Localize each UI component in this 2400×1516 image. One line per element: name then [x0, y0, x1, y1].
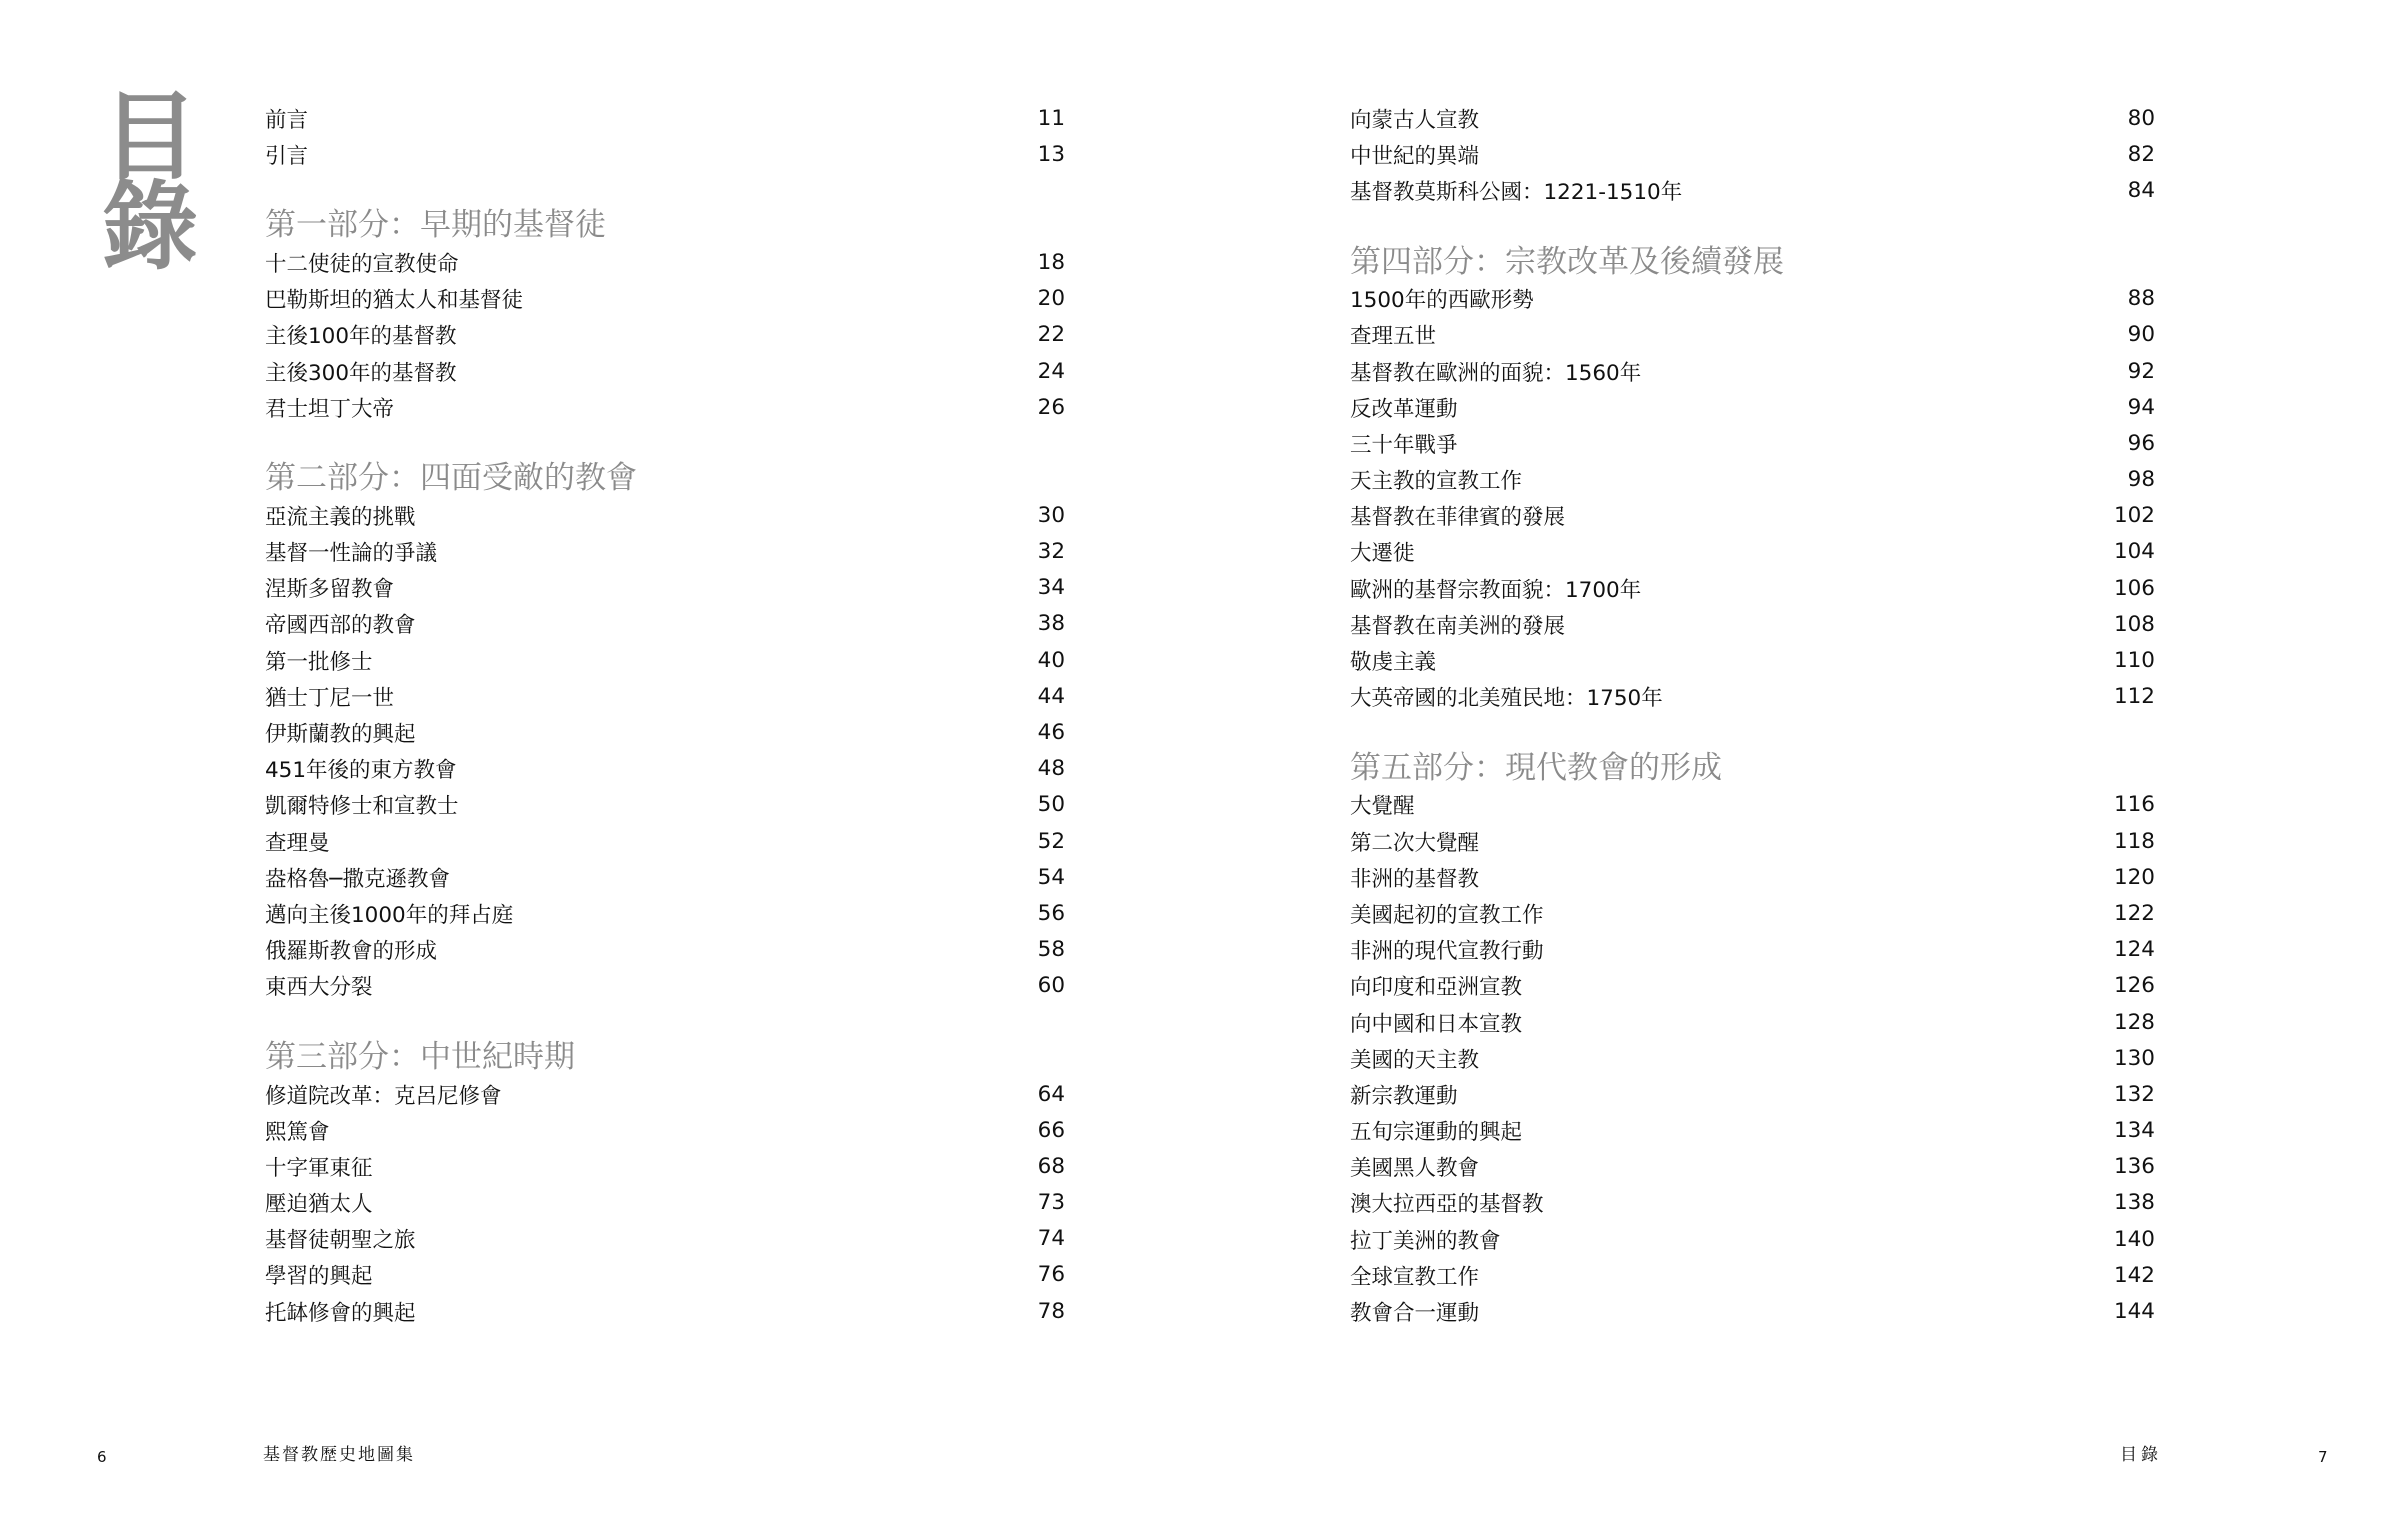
toc-entry-title: 查理曼 — [265, 830, 330, 856]
toc-entry-title: 教會合一運動 — [1350, 1301, 1480, 1327]
toc-entry[interactable] — [265, 317, 1065, 353]
toc-entry[interactable] — [265, 244, 1065, 280]
toc-entry-page: 98 — [2127, 467, 2155, 493]
section-heading: 第四部分：宗教改革及後續發展 — [1350, 243, 1784, 280]
toc-entry[interactable] — [265, 497, 1065, 533]
toc-entry-page: 76 — [1037, 1262, 1065, 1288]
toc-entry[interactable] — [1350, 100, 2155, 136]
toc-entry[interactable] — [265, 751, 1065, 787]
toc-entry[interactable] — [265, 281, 1065, 317]
toc-entry-page: 32 — [1037, 539, 1065, 565]
toc-entry-page: 26 — [1037, 394, 1065, 420]
toc-entry-title: 主後300年的基督教 — [265, 360, 457, 386]
toc-entry-page: 88 — [2127, 286, 2155, 312]
toc-entry-title: 猶士丁尼一世 — [265, 685, 395, 711]
toc-entry[interactable] — [265, 570, 1065, 606]
toc-entry-page: 56 — [1037, 900, 1065, 926]
toc-entry[interactable] — [265, 389, 1065, 425]
toc-entry[interactable] — [1350, 498, 2155, 534]
toc-entry-page: 30 — [1037, 502, 1065, 528]
toc-entry-page: 46 — [1037, 720, 1065, 746]
toc-entry-page: 144 — [2113, 1299, 2155, 1325]
toc-entry[interactable] — [1350, 642, 2155, 678]
toc-entry-title: 東西大分裂 — [265, 975, 373, 1001]
toc-entry-title: 1500年的西歐形勢 — [1350, 288, 1534, 314]
toc-entry[interactable] — [1350, 462, 2155, 498]
toc-entry[interactable] — [1350, 317, 2155, 353]
toc-entry[interactable] — [265, 787, 1065, 823]
toc-entry-page: 122 — [2113, 900, 2155, 926]
right-page-number: 7 — [2318, 1448, 2328, 1466]
toc-entry[interactable] — [1350, 859, 2155, 895]
toc-entry[interactable] — [265, 353, 1065, 389]
toc-entry-title: 君士坦丁大帝 — [265, 396, 395, 422]
toc-entry-page: 68 — [1037, 1153, 1065, 1179]
toc-entry-page: 40 — [1037, 647, 1065, 673]
toc-entry-title: 大英帝國的北美殖民地：1750年 — [1350, 686, 1663, 712]
toc-entry[interactable] — [1350, 570, 2155, 606]
toc-entry-title: 引言 — [265, 143, 309, 169]
toc-entry-page: 120 — [2113, 864, 2155, 890]
toc-entry-title: 歐洲的基督宗教面貌：1700年 — [1350, 577, 1642, 603]
toc-entry-title: 澳大拉西亞的基督教 — [1350, 1192, 1544, 1218]
toc-entry[interactable] — [265, 678, 1065, 714]
toc-entry[interactable] — [265, 100, 1065, 136]
toc-entry-title: 向蒙古人宣教 — [1350, 107, 1480, 133]
toc-entry[interactable] — [1350, 1113, 2155, 1149]
toc-heading-char-1: 目 — [102, 80, 198, 193]
toc-entry-title: 修道院改革：克呂尼修會 — [265, 1083, 502, 1109]
toc-entry-title: 三十年戰爭 — [1350, 432, 1458, 458]
toc-entry-page: 102 — [2113, 503, 2155, 529]
toc-entry[interactable] — [1350, 425, 2155, 461]
toc-entry[interactable] — [265, 823, 1065, 859]
toc-entry[interactable] — [265, 895, 1065, 931]
toc-left-column — [265, 100, 1065, 1329]
toc-entry[interactable] — [1350, 1257, 2155, 1293]
toc-entry-title: 基督教在南美洲的發展 — [1350, 613, 1566, 639]
toc-entry-page: 110 — [2113, 648, 2155, 674]
toc-entry[interactable] — [1350, 1040, 2155, 1076]
toc-entry-title: 基督一性論的爭議 — [265, 541, 438, 567]
toc-entry[interactable] — [265, 859, 1065, 895]
toc-entry-page: 20 — [1037, 286, 1065, 312]
toc-entry-page: 54 — [1037, 864, 1065, 890]
toc-entry-page: 44 — [1037, 683, 1065, 709]
toc-entry-page: 48 — [1037, 756, 1065, 782]
toc-entry-title: 基督教在歐洲的面貌：1560年 — [1350, 360, 1642, 386]
toc-entry[interactable] — [1350, 787, 2155, 823]
toc-entry[interactable] — [1350, 823, 2155, 859]
toc-entry-page: 96 — [2127, 430, 2155, 456]
toc-entry-page: 118 — [2113, 828, 2155, 854]
toc-entry-title: 查理五世 — [1350, 324, 1437, 350]
section-heading: 第一部分：早期的基督徒 — [265, 207, 606, 244]
toc-entry[interactable] — [1350, 389, 2155, 425]
toc-entry-title: 大覺醒 — [1350, 794, 1415, 820]
toc-entry-page: 132 — [2113, 1081, 2155, 1107]
toc-entry-title: 壓迫猶太人 — [265, 1192, 373, 1218]
section-heading: 第三部分：中世紀時期 — [265, 1038, 575, 1075]
toc-entry-title: 天主教的宣教工作 — [1350, 469, 1523, 495]
toc-entry[interactable] — [265, 1148, 1065, 1184]
toc-entry-title: 全球宣教工作 — [1350, 1264, 1480, 1290]
toc-entry[interactable] — [265, 136, 1065, 172]
toc-entry-title: 非洲的基督教 — [1350, 866, 1480, 892]
toc-entry-page: 112 — [2113, 684, 2155, 710]
toc-entry-title: 五旬宗運動的興起 — [1350, 1120, 1523, 1146]
toc-entry[interactable] — [265, 1112, 1065, 1148]
toc-entry[interactable] — [1350, 606, 2155, 642]
toc-entry-title: 中世紀的異端 — [1350, 143, 1480, 169]
toc-entry-page: 140 — [2113, 1226, 2155, 1252]
toc-entry[interactable] — [1350, 353, 2155, 389]
toc-entry-title: 美國黑人教會 — [1350, 1156, 1480, 1182]
toc-entry-page: 82 — [2127, 141, 2155, 167]
toc-entry-title: 美國起初的宣教工作 — [1350, 902, 1544, 928]
toc-entry-page: 38 — [1037, 611, 1065, 637]
toc-entry-page: 134 — [2113, 1118, 2155, 1144]
toc-entry-title: 拉丁美洲的教會 — [1350, 1228, 1501, 1254]
toc-entry[interactable] — [1350, 679, 2155, 715]
toc-entry-page: 92 — [2127, 358, 2155, 384]
toc-entry[interactable] — [265, 968, 1065, 1004]
toc-entry[interactable] — [1350, 1149, 2155, 1185]
toc-entry-title: 基督教在菲律賓的發展 — [1350, 505, 1566, 531]
toc-entry-page: 73 — [1037, 1190, 1065, 1216]
toc-entry[interactable] — [265, 1185, 1065, 1221]
toc-entry-title: 托缽修會的興起 — [265, 1300, 416, 1326]
toc-entry-title: 伊斯蘭教的興起 — [265, 722, 416, 748]
toc-entry[interactable] — [265, 932, 1065, 968]
toc-entry[interactable] — [265, 642, 1065, 678]
toc-heading-char-2: 錄 — [102, 170, 198, 283]
toc-entry-page: 11 — [1037, 105, 1065, 131]
toc-entry[interactable] — [1350, 534, 2155, 570]
toc-entry-title: 基督徒朝聖之旅 — [265, 1228, 416, 1254]
toc-entry[interactable] — [1350, 968, 2155, 1004]
toc-entry-title: 向中國和日本宣教 — [1350, 1011, 1523, 1037]
toc-entry-page: 34 — [1037, 575, 1065, 601]
toc-entry-page: 60 — [1037, 973, 1065, 999]
toc-entry-title: 大遷徙 — [1350, 541, 1415, 567]
toc-entry-title: 敬虔主義 — [1350, 650, 1437, 676]
toc-entry[interactable] — [1350, 1185, 2155, 1221]
toc-entry-page: 116 — [2113, 792, 2155, 818]
toc-entry[interactable] — [1350, 136, 2155, 172]
toc-entry-page: 104 — [2113, 539, 2155, 565]
toc-entry-page: 94 — [2127, 394, 2155, 420]
toc-entry[interactable] — [1350, 1004, 2155, 1040]
toc-entry[interactable] — [1350, 1293, 2155, 1329]
toc-entry-title: 亞流主義的挑戰 — [265, 504, 416, 530]
toc-entry-page: 128 — [2113, 1009, 2155, 1035]
toc-entry-page: 52 — [1037, 828, 1065, 854]
toc-entry-page: 138 — [2113, 1190, 2155, 1216]
toc-entry[interactable] — [1350, 172, 2155, 208]
toc-entry-title: 熙篤會 — [265, 1119, 330, 1145]
toc-entry[interactable] — [265, 1221, 1065, 1257]
toc-entry-page: 13 — [1037, 141, 1065, 167]
left-page-number: 6 — [97, 1448, 107, 1466]
toc-entry-page: 80 — [2127, 105, 2155, 131]
toc-entry-page: 126 — [2113, 973, 2155, 999]
toc-entry-page: 66 — [1037, 1117, 1065, 1143]
toc-entry-title: 學習的興起 — [265, 1264, 373, 1290]
toc-entry-page: 84 — [2127, 177, 2155, 203]
toc-entry-page: 24 — [1037, 358, 1065, 384]
toc-entry[interactable] — [265, 1257, 1065, 1293]
toc-entry-title: 非洲的現代宣教行動 — [1350, 939, 1544, 965]
toc-entry-page: 142 — [2113, 1262, 2155, 1288]
toc-entry[interactable] — [265, 606, 1065, 642]
toc-entry-title: 向印度和亞洲宣教 — [1350, 975, 1523, 1001]
toc-entry-page: 18 — [1037, 249, 1065, 275]
toc-entry[interactable] — [265, 534, 1065, 570]
toc-entry-title: 十二使徒的宣教使命 — [265, 251, 459, 277]
toc-entry-title: 第二次大覺醒 — [1350, 830, 1480, 856]
toc-entry-title: 俄羅斯教會的形成 — [265, 939, 438, 965]
toc-entry-title: 前言 — [265, 107, 309, 133]
toc-entry[interactable] — [1350, 932, 2155, 968]
left-running-title: 基督教歷史地圖集 — [263, 1445, 415, 1465]
toc-entry-page: 22 — [1037, 322, 1065, 348]
toc-entry-title: 451年後的東方教會 — [265, 758, 457, 784]
toc-entry-page: 130 — [2113, 1045, 2155, 1071]
toc-entry-page: 50 — [1037, 792, 1065, 818]
toc-entry-page: 58 — [1037, 937, 1065, 963]
toc-entry-page: 136 — [2113, 1154, 2155, 1180]
toc-entry-title: 十字軍東征 — [265, 1155, 373, 1181]
section-heading: 第二部分：四面受敵的教會 — [265, 460, 637, 497]
toc-entry-title: 第一批修士 — [265, 649, 373, 675]
toc-right-column — [1350, 100, 2155, 1330]
toc-entry-title: 美國的天主教 — [1350, 1047, 1480, 1073]
toc-entry-title: 巴勒斯坦的猶太人和基督徒 — [265, 288, 524, 314]
toc-entry[interactable] — [1350, 1076, 2155, 1112]
toc-heading — [100, 80, 200, 283]
toc-entry[interactable] — [265, 714, 1065, 750]
toc-entry-title: 凱爾特修士和宣教士 — [265, 794, 459, 820]
toc-entry[interactable] — [1350, 1221, 2155, 1257]
right-running-title: 目錄 — [2120, 1445, 2162, 1465]
toc-entry-title: 涅斯多留教會 — [265, 577, 395, 603]
toc-entry[interactable] — [1350, 281, 2155, 317]
toc-entry[interactable] — [265, 1076, 1065, 1112]
toc-entry-title: 主後100年的基督教 — [265, 324, 457, 350]
toc-entry-page: 78 — [1037, 1298, 1065, 1324]
toc-entry-title: 新宗教運動 — [1350, 1083, 1458, 1109]
toc-entry-page: 74 — [1037, 1226, 1065, 1252]
toc-entry-title: 反改革運動 — [1350, 396, 1458, 422]
toc-entry-title: 盎格魯─撒克遜教會 — [265, 866, 450, 892]
section-heading: 第五部分：現代教會的形成 — [1350, 749, 1722, 786]
toc-entry[interactable] — [265, 1293, 1065, 1329]
toc-entry-page: 64 — [1037, 1081, 1065, 1107]
toc-entry-page: 90 — [2127, 322, 2155, 348]
toc-entry-page: 124 — [2113, 937, 2155, 963]
toc-entry-page: 108 — [2113, 611, 2155, 637]
toc-entry-title: 帝國西部的教會 — [265, 613, 416, 639]
toc-entry-title: 基督教莫斯科公國：1221-1510年 — [1350, 179, 1683, 205]
toc-entry[interactable] — [1350, 895, 2155, 931]
toc-entry-page: 106 — [2113, 575, 2155, 601]
toc-entry-title: 邁向主後1000年的拜占庭 — [265, 902, 514, 928]
